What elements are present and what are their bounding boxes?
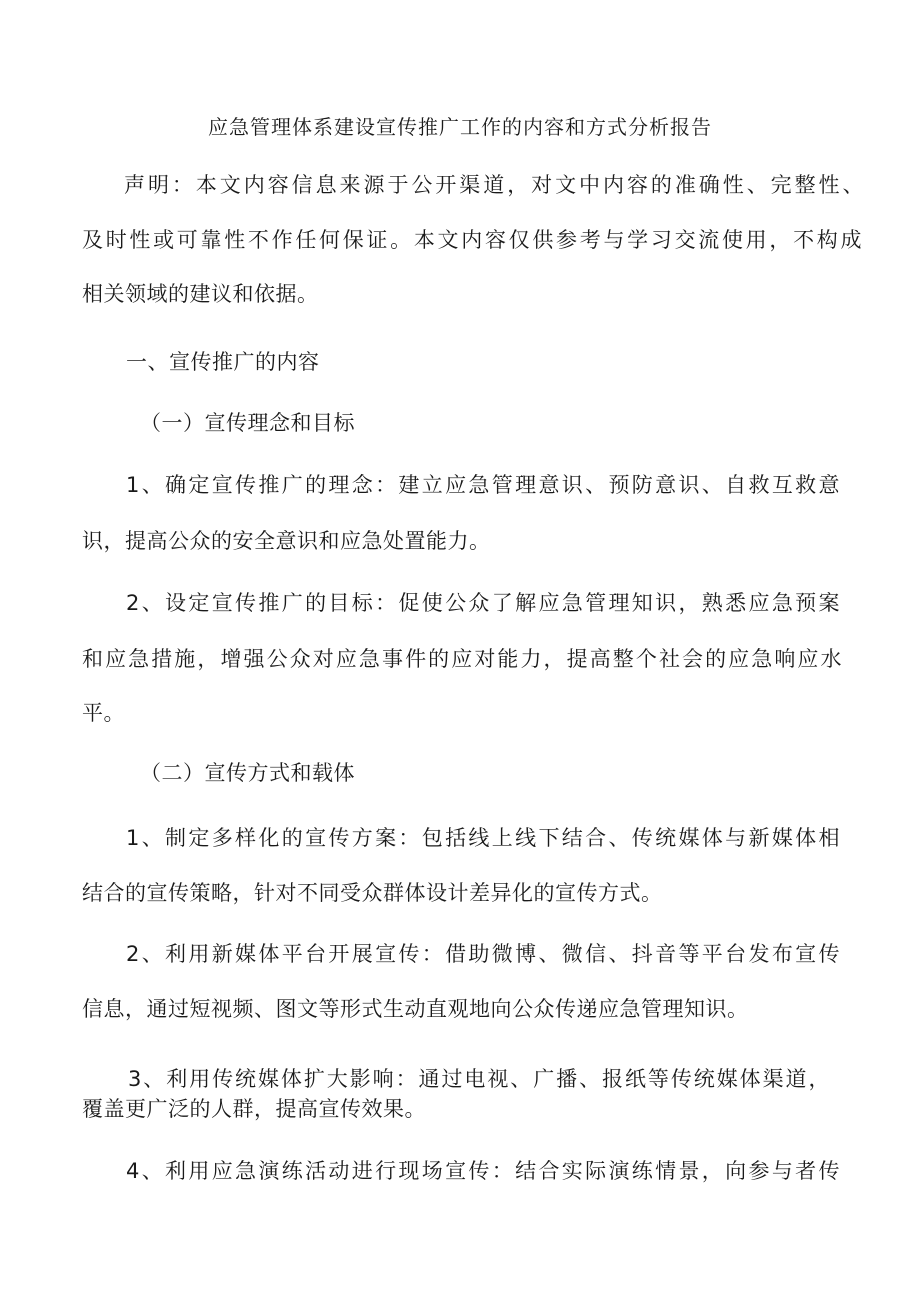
- disclaimer-line-2: 及时性或可靠性不作任何保证。本文内容仅供参考与学习交流使用，不构成: [82, 228, 862, 252]
- sub2-item3-line-2: 覆盖更广泛的人群，提高宣传效果。: [82, 1097, 426, 1121]
- sub1-item2-line-1: 2、设定宣传推广的目标：促使公众了解应急管理知识，熟悉应急预案: [126, 591, 840, 615]
- document-title: 应急管理体系建设宣传推广工作的内容和方式分析报告: [208, 115, 712, 139]
- sub1-item2-line-3: 平。: [82, 701, 125, 725]
- sub2-item1-line-2: 结合的宣传策略，针对不同受众群体设计差异化的宣传方式。: [82, 881, 663, 905]
- sub2-item2-line-1: 2、利用新媒体平台开展宣传：借助微博、微信、抖音等平台发布宣传: [126, 942, 840, 966]
- sub1-item1-line-1: 1、确定宣传推广的理念：建立应急管理意识、预防意识、自救互救意: [126, 473, 840, 497]
- sub1-item1-line-2: 识，提高公众的安全意识和应急处置能力。: [82, 529, 491, 553]
- sub2-item2-line-2: 信息，通过短视频、图文等形式生动直观地向公众传递应急管理知识。: [82, 997, 749, 1021]
- sub1-item2-line-2: 和应急措施，增强公众对应急事件的应对能力，提高整个社会的应急响应水: [82, 647, 842, 671]
- section-1-heading: 一、宣传推广的内容: [126, 350, 320, 374]
- sub2-item3-line-1: 3、利用传统媒体扩大影响：通过电视、广播、报纸等传统媒体渠道，: [128, 1067, 830, 1091]
- sub2-item4-line-1: 4、利用应急演练活动进行现场宣传：结合实际演练情景，向参与者传: [126, 1159, 840, 1183]
- disclaimer-line-1: 声明：本文内容信息来源于公开渠道，对文中内容的准确性、完整性、: [124, 173, 864, 197]
- sub2-item1-line-1: 1、制定多样化的宣传方案：包括线上线下结合、传统媒体与新媒体相: [126, 826, 840, 850]
- subsection-2-heading: （二）宣传方式和载体: [140, 761, 355, 785]
- subsection-1-heading: （一）宣传理念和目标: [140, 411, 355, 435]
- disclaimer-line-3: 相关领域的建议和依据。: [82, 282, 319, 306]
